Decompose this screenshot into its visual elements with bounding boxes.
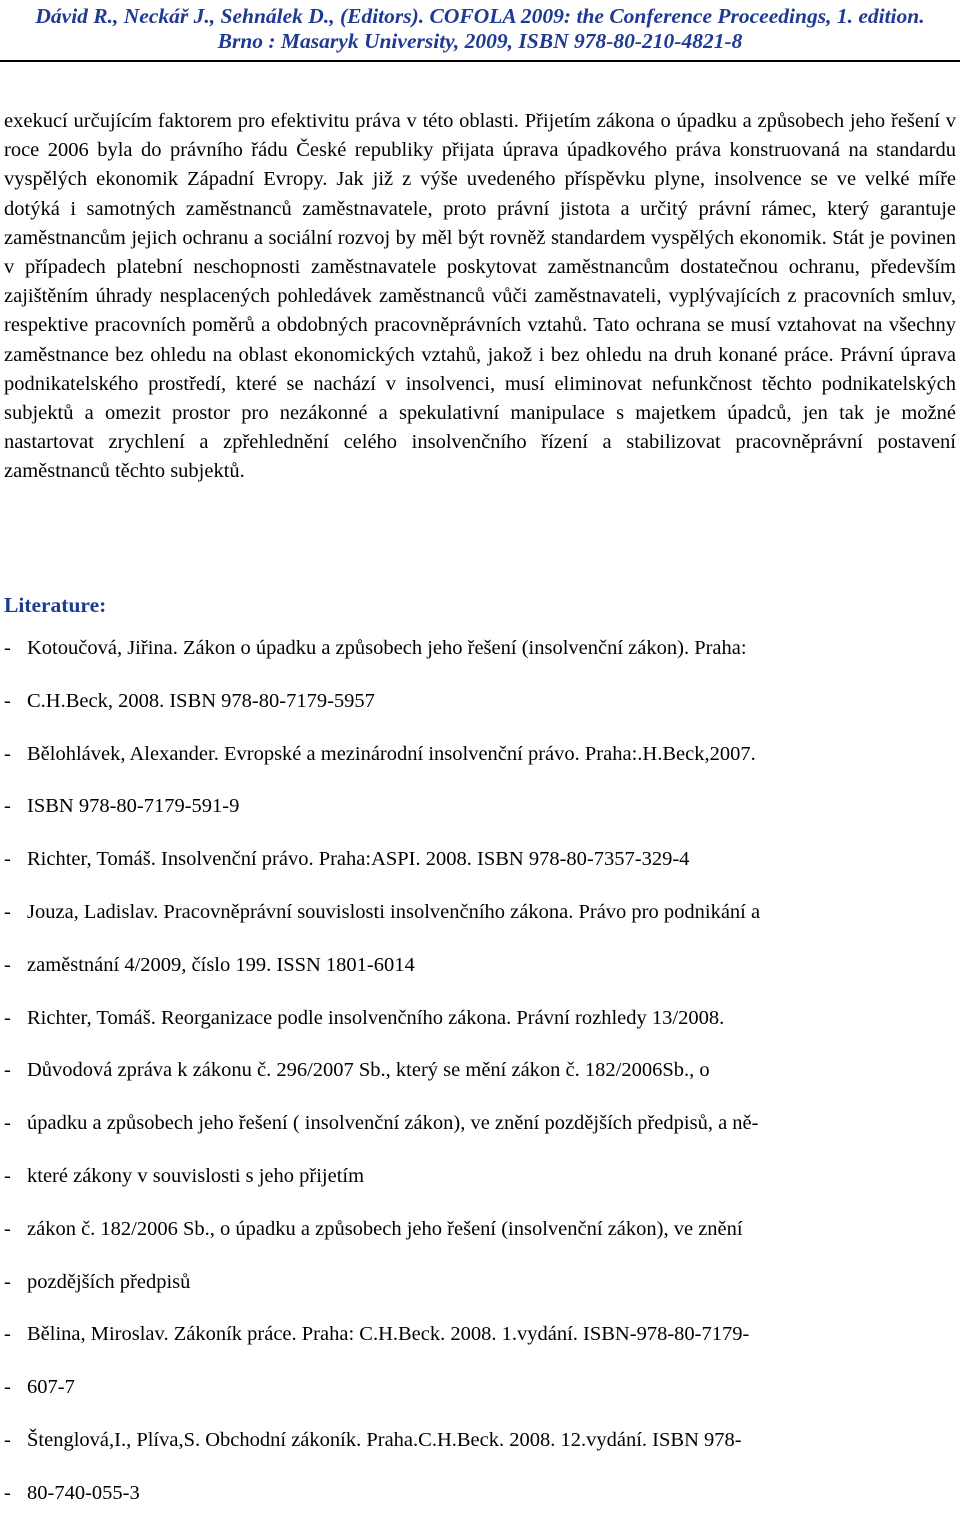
literature-item [4,791,956,844]
literature-item [4,686,956,739]
literature-item-text: 80-740-055-3 [27,1481,140,1504]
list-dash: - [4,1428,11,1451]
list-dash: - [4,742,11,765]
literature-item [4,633,956,686]
literature-item-text: Štenglová,I., Plíva,S. Obchodní zákoník. Praha.C.H.Beck. 2008. 12.vydání. ISBN 978- [27,1428,742,1451]
list-dash: - [4,1112,11,1135]
list-dash: - [4,1217,11,1240]
header-divider [0,60,960,62]
literature-item-text: Bělohlávek, Alexander. Evropské a mezinárodní insolvenční právo. Praha:.H.Beck,2007. [27,742,756,765]
literature-item [4,1319,956,1372]
literature-heading: Literature: [4,593,107,617]
literature-item [4,897,956,950]
list-dash: - [4,1270,11,1293]
literature-item [4,739,956,792]
literature-item-text: které zákony v souvislosti s jeho přijetím [27,1164,365,1187]
list-dash: - [4,1323,11,1346]
literature-item [4,844,956,897]
literature-item-text: 607-7 [27,1376,75,1399]
literature-item-text: Richter, Tomáš. Reorganizace podle insolvenčního zákona. Právní rozhledy 13/2008. [27,1006,725,1029]
literature-item-text: Richter, Tomáš. Insolvenční právo. Praha:ASPI. 2008. ISBN 978-80-7357-329-4 [27,848,690,871]
list-dash: - [4,1059,11,1082]
list-dash: - [4,1164,11,1187]
literature-item-text: ISBN 978-80-7179-591-9 [27,795,240,818]
list-dash: - [4,689,11,712]
literature-item-text: Jouza, Ladislav. Pracovněprávní souvislosti insolvenčního zákona. Právo pro podnikání a [27,900,761,923]
list-dash: - [4,953,11,976]
literature-item-text: pozdějších předpisů [27,1270,191,1293]
literature-item [4,1161,956,1214]
literature-item [4,1108,956,1161]
literature-item-text: Důvodová zpráva k zákonu č. 296/2007 Sb., který se mění zákon č. 182/2006Sb., o [27,1059,710,1082]
literature-item-text: zákon č. 182/2006 Sb., o úpadku a způsobech jeho řešení (insolvenční zákon), ve znění [27,1217,743,1240]
body-paragraph: exekucí určujícím faktorem pro efektivitu práva v této oblasti. Přijetím zákona o úpadku a způsobech jeho řešení v roce 2006 byla do právního řádu České republiky přijata úprava úpadkového práva konstruovaná na standardu vyspělých ekonomik Západní Evropy. Jak již z výše uvedeného příspěvku plyne, insolvence se ve velké míře dotýká i samotných zaměstnanců zaměstnavatele, proto právní jistota a určitý právní rámec, který garantuje zaměstnancům jejich ochranu a sociální rozvoj by měl být rovněž standardem vyspělých ekonomik. Stát je povinen v případech platební neschopnosti zaměstnavatele poskytovat zaměstnancům dostatečnou ochranu, především zajištěním úhrady nesplacených pohledávek zaměstnanců vůči zaměstnavateli, vyplývajících z pracovních smluv, respektive pracovních poměrů a obdobných pracovněprávních vztahů. Tato ochrana se musí vztahovat na všechny zaměstnance bez ohledu na oblast ekonomických vztahů, jakož i bez ohledu na druh konané práce. Právní úprava podnikatelského prostředí, které se nachází v insolvenci, musí eliminovat nefunkčnost těchto podnikatelských subjektů a omezit prostor pro nezákonné a spekulativní manipulace s majetkem úpadců, jen tak je možné nastartovat zrychlení a zpřehlednění celého insolvenčního řízení a stabilizovat pracovněprávní postavení zaměstnanců těchto subjektů. [4,110,956,483]
list-dash: - [4,1376,11,1399]
literature-item [4,1372,956,1425]
list-dash: - [4,1481,11,1504]
literature-item [4,1003,956,1056]
literature-item-text: Bělina, Miroslav. Zákoník práce. Praha: C.H.Beck. 2008. 1.vydání. ISBN-978-80-7179- [27,1323,750,1346]
list-dash: - [4,848,11,871]
list-dash: - [4,795,11,818]
literature-item [4,950,956,1003]
literature-list [4,633,956,1531]
literature-item [4,1214,956,1267]
literature-item [4,1425,956,1478]
literature-item [4,1055,956,1108]
literature-item [4,1478,956,1531]
header-citation-line-2: Brno : Masaryk University, 2009, ISBN 978-80-210-4821-8 [217,29,743,53]
literature-item-text: C.H.Beck, 2008. ISBN 978-80-7179-5957 [27,689,375,712]
literature-item [4,1267,956,1320]
header-citation-line-1: Dávid R., Neckář J., Sehnálek D., (Editors). COFOLA 2009: the Conference Proceedings, 1. edition. [35,4,925,28]
running-header [0,4,960,54]
list-dash: - [4,1006,11,1029]
list-dash: - [4,900,11,923]
literature-item-text: Kotoučová, Jiřina. Zákon o úpadku a způsobech jeho řešení (insolvenční zákon). Praha: [27,637,747,659]
literature-item-text: úpadku a způsobech jeho řešení ( insolvenční zákon), ve znění pozdějších předpisů, a ně- [27,1112,759,1135]
literature-item-text: zaměstnání 4/2009, číslo 199. ISSN 1801-6014 [27,953,415,976]
list-dash: - [4,637,11,659]
